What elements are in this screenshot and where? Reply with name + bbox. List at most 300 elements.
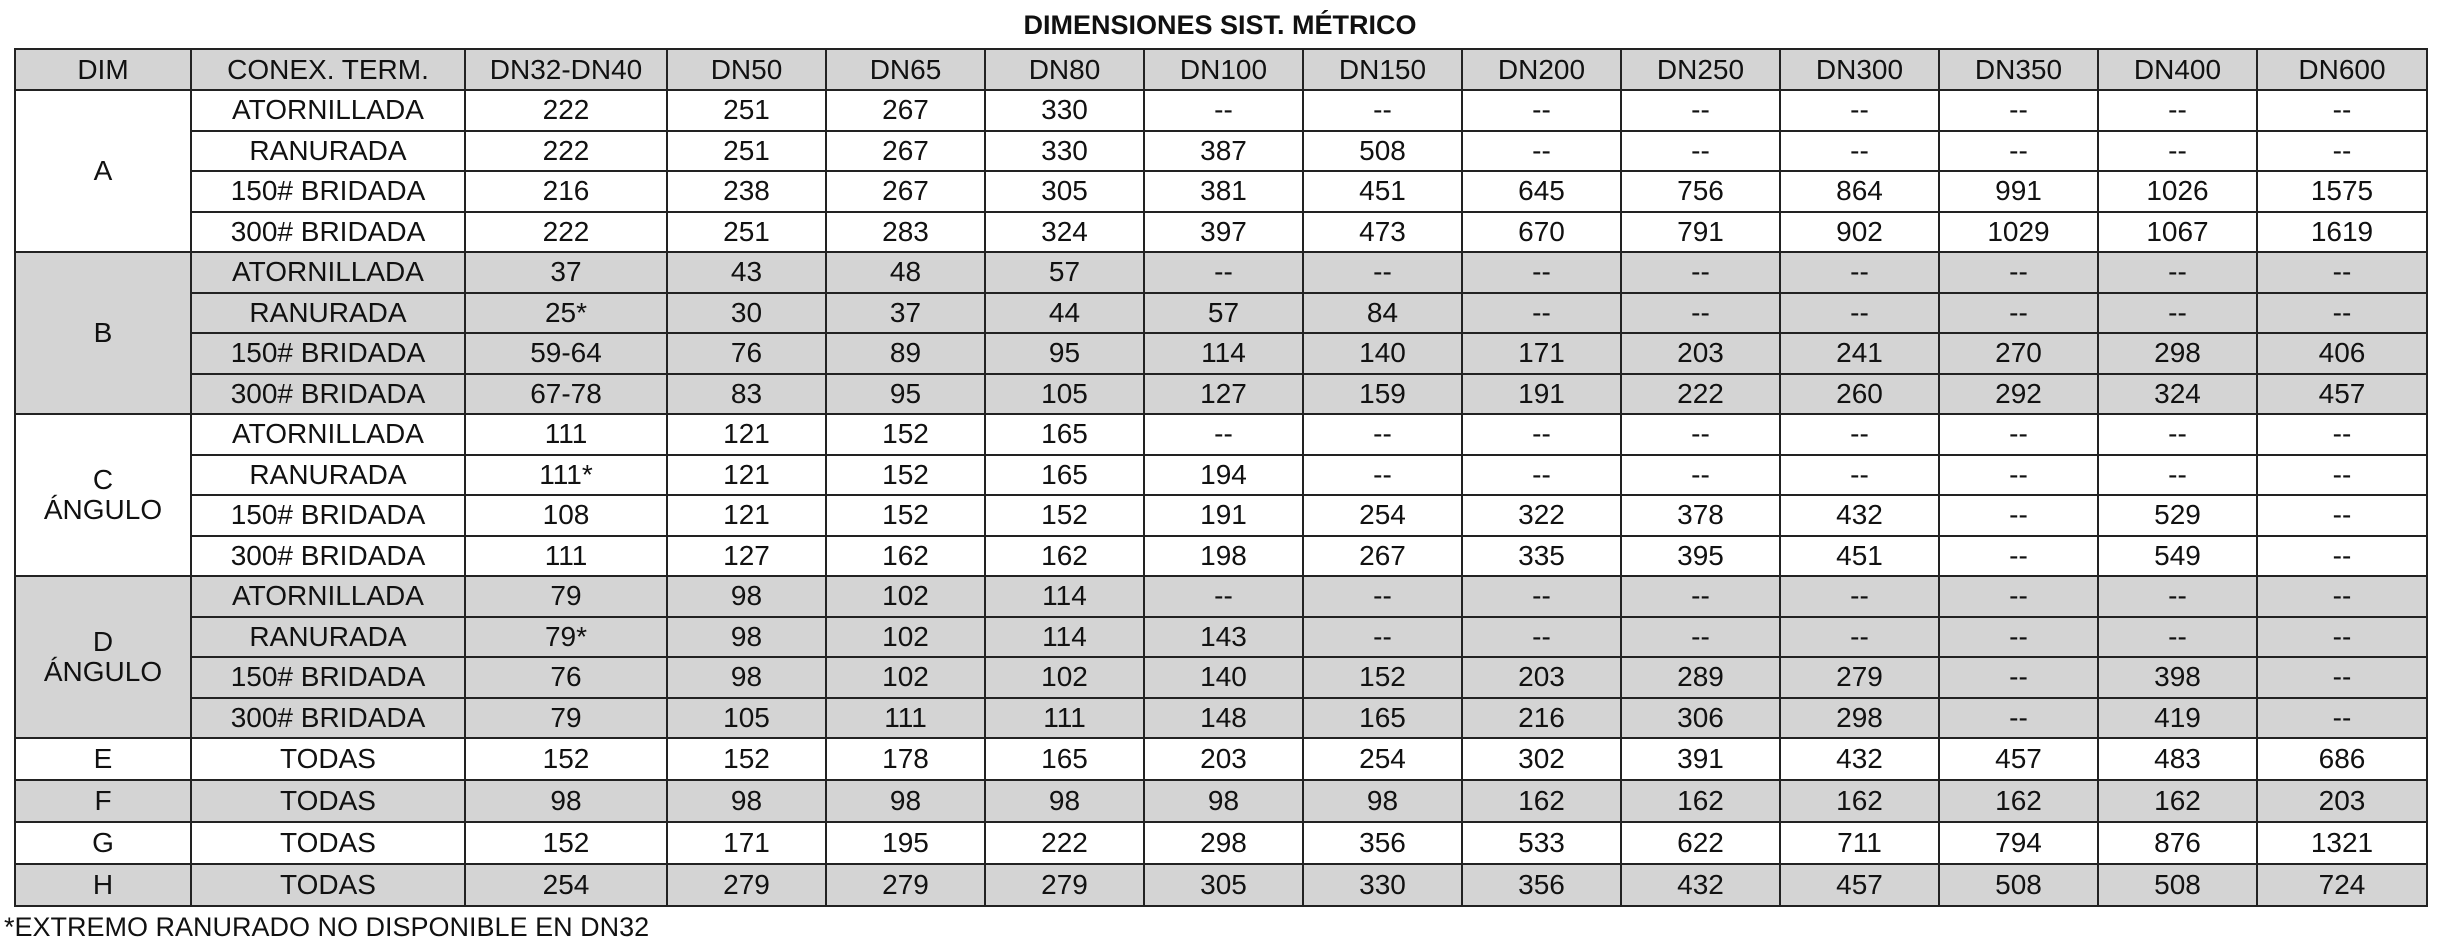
value-cell: 152 bbox=[667, 738, 826, 780]
value-cell: 902 bbox=[1780, 212, 1939, 253]
value-cell: 298 bbox=[1144, 822, 1303, 864]
value-cell: -- bbox=[1780, 617, 1939, 658]
value-cell: 165 bbox=[985, 455, 1144, 496]
value-cell: 195 bbox=[826, 822, 985, 864]
value-cell: 451 bbox=[1780, 536, 1939, 577]
value-cell: 165 bbox=[985, 414, 1144, 455]
value-cell: -- bbox=[2257, 414, 2427, 455]
value-cell: 756 bbox=[1621, 171, 1780, 212]
table-row bbox=[15, 333, 2427, 374]
column-header: DN400 bbox=[2098, 49, 2257, 90]
value-cell: 98 bbox=[667, 576, 826, 617]
value-cell: -- bbox=[1621, 131, 1780, 172]
value-cell: 254 bbox=[1303, 495, 1462, 536]
table-row bbox=[15, 374, 2427, 415]
column-header: DN80 bbox=[985, 49, 1144, 90]
table-row bbox=[15, 698, 2427, 739]
table-row bbox=[15, 617, 2427, 658]
dim-label: A bbox=[93, 155, 113, 186]
value-cell: 324 bbox=[985, 212, 1144, 253]
table-row bbox=[15, 455, 2427, 496]
value-cell: 222 bbox=[1621, 374, 1780, 415]
value-cell: 508 bbox=[2098, 864, 2257, 906]
value-cell: -- bbox=[2257, 455, 2427, 496]
value-cell: 222 bbox=[465, 212, 667, 253]
value-cell: 114 bbox=[985, 576, 1144, 617]
value-cell: 67-78 bbox=[465, 374, 667, 415]
table-row bbox=[15, 536, 2427, 577]
value-cell: -- bbox=[2098, 90, 2257, 131]
value-cell: 298 bbox=[1780, 698, 1939, 739]
value-cell: 44 bbox=[985, 293, 1144, 334]
value-cell: 102 bbox=[826, 576, 985, 617]
value-cell: 1067 bbox=[2098, 212, 2257, 253]
connection-cell: RANURADA bbox=[191, 455, 465, 496]
footnote: *EXTREMO RANURADO NO DISPONIBLE EN DN32 bbox=[4, 912, 650, 942]
value-cell: 398 bbox=[2098, 657, 2257, 698]
dim-label: B bbox=[93, 317, 113, 348]
value-cell: -- bbox=[2257, 576, 2427, 617]
value-cell: 791 bbox=[1621, 212, 1780, 253]
value-cell: 670 bbox=[1462, 212, 1621, 253]
dimensions-table bbox=[14, 48, 2428, 907]
value-cell: 76 bbox=[667, 333, 826, 374]
table-row bbox=[15, 495, 2427, 536]
value-cell: 79 bbox=[465, 576, 667, 617]
value-cell: 98 bbox=[667, 657, 826, 698]
value-cell: 864 bbox=[1780, 171, 1939, 212]
value-cell: 279 bbox=[1780, 657, 1939, 698]
table-row bbox=[15, 414, 2427, 455]
value-cell: 330 bbox=[985, 131, 1144, 172]
value-cell: -- bbox=[1303, 414, 1462, 455]
value-cell: -- bbox=[2257, 698, 2427, 739]
value-cell: -- bbox=[1303, 576, 1462, 617]
column-header: CONEX. TERM. bbox=[191, 49, 465, 90]
value-cell: -- bbox=[2257, 617, 2427, 658]
value-cell: -- bbox=[1780, 293, 1939, 334]
value-cell: 121 bbox=[667, 455, 826, 496]
value-cell: 108 bbox=[465, 495, 667, 536]
value-cell: 279 bbox=[667, 864, 826, 906]
value-cell: 306 bbox=[1621, 698, 1780, 739]
value-cell: 645 bbox=[1462, 171, 1621, 212]
value-cell: 178 bbox=[826, 738, 985, 780]
value-cell: 95 bbox=[985, 333, 1144, 374]
value-cell: 533 bbox=[1462, 822, 1621, 864]
value-cell: 419 bbox=[2098, 698, 2257, 739]
connection-cell: TODAS bbox=[191, 822, 465, 864]
value-cell: 203 bbox=[1462, 657, 1621, 698]
value-cell: 203 bbox=[2257, 780, 2427, 822]
value-cell: -- bbox=[2257, 90, 2427, 131]
value-cell: 279 bbox=[826, 864, 985, 906]
value-cell: -- bbox=[1780, 131, 1939, 172]
table-row bbox=[15, 738, 2427, 780]
value-cell: 289 bbox=[1621, 657, 1780, 698]
value-cell: 451 bbox=[1303, 171, 1462, 212]
value-cell: -- bbox=[1780, 414, 1939, 455]
value-cell: -- bbox=[2098, 131, 2257, 172]
dim-cell bbox=[15, 780, 191, 822]
connection-cell: ATORNILLADA bbox=[191, 90, 465, 131]
value-cell: -- bbox=[1303, 90, 1462, 131]
column-header: DN65 bbox=[826, 49, 985, 90]
value-cell: -- bbox=[1621, 414, 1780, 455]
value-cell: -- bbox=[2257, 657, 2427, 698]
value-cell: -- bbox=[2098, 576, 2257, 617]
connection-cell: 300# BRIDADA bbox=[191, 698, 465, 739]
value-cell: 686 bbox=[2257, 738, 2427, 780]
value-cell: 216 bbox=[465, 171, 667, 212]
value-cell: 378 bbox=[1621, 495, 1780, 536]
value-cell: 381 bbox=[1144, 171, 1303, 212]
value-cell: -- bbox=[1939, 657, 2098, 698]
value-cell: 152 bbox=[465, 822, 667, 864]
connection-cell: 150# BRIDADA bbox=[191, 171, 465, 212]
value-cell: 79 bbox=[465, 698, 667, 739]
value-cell: 140 bbox=[1303, 333, 1462, 374]
value-cell: 98 bbox=[1144, 780, 1303, 822]
value-cell: 270 bbox=[1939, 333, 2098, 374]
value-cell: -- bbox=[2257, 131, 2427, 172]
column-header: DN600 bbox=[2257, 49, 2427, 90]
value-cell: 794 bbox=[1939, 822, 2098, 864]
value-cell: -- bbox=[1939, 576, 2098, 617]
value-cell: -- bbox=[2257, 293, 2427, 334]
value-cell: -- bbox=[1780, 455, 1939, 496]
value-cell: -- bbox=[1462, 617, 1621, 658]
value-cell: 1321 bbox=[2257, 822, 2427, 864]
column-header: DIM bbox=[15, 49, 191, 90]
value-cell: 238 bbox=[667, 171, 826, 212]
value-cell: 724 bbox=[2257, 864, 2427, 906]
dim-label: F bbox=[94, 785, 112, 816]
value-cell: -- bbox=[1144, 252, 1303, 293]
value-cell: -- bbox=[2257, 252, 2427, 293]
value-cell: 121 bbox=[667, 414, 826, 455]
value-cell: 98 bbox=[985, 780, 1144, 822]
value-cell: 98 bbox=[465, 780, 667, 822]
value-cell: 152 bbox=[826, 495, 985, 536]
value-cell: 432 bbox=[1621, 864, 1780, 906]
value-cell: 251 bbox=[667, 212, 826, 253]
value-cell: 79* bbox=[465, 617, 667, 658]
dim-cell bbox=[15, 864, 191, 906]
value-cell: 991 bbox=[1939, 171, 2098, 212]
value-cell: 111 bbox=[465, 536, 667, 577]
value-cell: 83 bbox=[667, 374, 826, 415]
value-cell: -- bbox=[2098, 455, 2257, 496]
table-header bbox=[15, 49, 2427, 90]
value-cell: 140 bbox=[1144, 657, 1303, 698]
dim-label: G bbox=[92, 827, 114, 858]
value-cell: 432 bbox=[1780, 738, 1939, 780]
value-cell: 267 bbox=[1303, 536, 1462, 577]
dim-label: H bbox=[92, 869, 114, 900]
table-row bbox=[15, 864, 2427, 906]
value-cell: -- bbox=[2257, 536, 2427, 577]
value-cell: 622 bbox=[1621, 822, 1780, 864]
value-cell: -- bbox=[1939, 495, 2098, 536]
value-cell: -- bbox=[1780, 576, 1939, 617]
value-cell: 102 bbox=[826, 657, 985, 698]
value-cell: 457 bbox=[1939, 738, 2098, 780]
value-cell: -- bbox=[1621, 252, 1780, 293]
column-header: DN100 bbox=[1144, 49, 1303, 90]
column-header: DN50 bbox=[667, 49, 826, 90]
value-cell: -- bbox=[1939, 414, 2098, 455]
value-cell: 1026 bbox=[2098, 171, 2257, 212]
value-cell: 251 bbox=[667, 131, 826, 172]
value-cell: 356 bbox=[1303, 822, 1462, 864]
connection-cell: 300# BRIDADA bbox=[191, 212, 465, 253]
value-cell: 114 bbox=[985, 617, 1144, 658]
column-header: DN250 bbox=[1621, 49, 1780, 90]
value-cell: -- bbox=[1303, 252, 1462, 293]
value-cell: 105 bbox=[985, 374, 1144, 415]
connection-cell: TODAS bbox=[191, 738, 465, 780]
value-cell: -- bbox=[1939, 293, 2098, 334]
value-cell: 95 bbox=[826, 374, 985, 415]
value-cell: -- bbox=[1303, 455, 1462, 496]
value-cell: -- bbox=[1144, 414, 1303, 455]
value-cell: 251 bbox=[667, 90, 826, 131]
value-cell: -- bbox=[1621, 617, 1780, 658]
value-cell: 162 bbox=[826, 536, 985, 577]
value-cell: 292 bbox=[1939, 374, 2098, 415]
value-cell: 395 bbox=[1621, 536, 1780, 577]
value-cell: 302 bbox=[1462, 738, 1621, 780]
value-cell: 152 bbox=[1303, 657, 1462, 698]
dim-label: E bbox=[93, 743, 113, 774]
value-cell: 30 bbox=[667, 293, 826, 334]
value-cell: -- bbox=[2098, 293, 2257, 334]
value-cell: -- bbox=[1462, 455, 1621, 496]
value-cell: -- bbox=[1939, 536, 2098, 577]
value-cell: 162 bbox=[1462, 780, 1621, 822]
dim-cell bbox=[15, 738, 191, 780]
connection-cell: ATORNILLADA bbox=[191, 252, 465, 293]
value-cell: -- bbox=[1939, 131, 2098, 172]
value-cell: 111 bbox=[985, 698, 1144, 739]
value-cell: -- bbox=[1939, 90, 2098, 131]
value-cell: 171 bbox=[1462, 333, 1621, 374]
value-cell: 305 bbox=[985, 171, 1144, 212]
column-header: DN300 bbox=[1780, 49, 1939, 90]
value-cell: 152 bbox=[985, 495, 1144, 536]
dim-label: D bbox=[92, 626, 114, 657]
dim-label: ÁNGULO bbox=[43, 494, 163, 525]
value-cell: 356 bbox=[1462, 864, 1621, 906]
value-cell: 483 bbox=[2098, 738, 2257, 780]
dim-cell bbox=[15, 252, 191, 414]
value-cell: -- bbox=[2098, 414, 2257, 455]
value-cell: 198 bbox=[1144, 536, 1303, 577]
value-cell: 162 bbox=[1780, 780, 1939, 822]
value-cell: 391 bbox=[1621, 738, 1780, 780]
value-cell: 102 bbox=[985, 657, 1144, 698]
value-cell: -- bbox=[2098, 252, 2257, 293]
value-cell: 1619 bbox=[2257, 212, 2427, 253]
connection-cell: ATORNILLADA bbox=[191, 576, 465, 617]
value-cell: -- bbox=[1462, 131, 1621, 172]
value-cell: 283 bbox=[826, 212, 985, 253]
connection-cell: 150# BRIDADA bbox=[191, 333, 465, 374]
value-cell: -- bbox=[1780, 90, 1939, 131]
value-cell: -- bbox=[2257, 495, 2427, 536]
value-cell: 387 bbox=[1144, 131, 1303, 172]
value-cell: 711 bbox=[1780, 822, 1939, 864]
connection-cell: TODAS bbox=[191, 780, 465, 822]
value-cell: 298 bbox=[2098, 333, 2257, 374]
value-cell: 159 bbox=[1303, 374, 1462, 415]
value-cell: 508 bbox=[1303, 131, 1462, 172]
dim-label: ÁNGULO bbox=[43, 656, 163, 687]
connection-cell: 150# BRIDADA bbox=[191, 657, 465, 698]
value-cell: 191 bbox=[1462, 374, 1621, 415]
value-cell: 165 bbox=[985, 738, 1144, 780]
value-cell: -- bbox=[1939, 617, 2098, 658]
value-cell: 335 bbox=[1462, 536, 1621, 577]
value-cell: 194 bbox=[1144, 455, 1303, 496]
value-cell: 222 bbox=[465, 90, 667, 131]
value-cell: 305 bbox=[1144, 864, 1303, 906]
table-row bbox=[15, 576, 2427, 617]
value-cell: 102 bbox=[826, 617, 985, 658]
value-cell: 48 bbox=[826, 252, 985, 293]
dim-label: C bbox=[92, 464, 114, 495]
connection-cell: ATORNILLADA bbox=[191, 414, 465, 455]
value-cell: 111 bbox=[826, 698, 985, 739]
value-cell: 98 bbox=[1303, 780, 1462, 822]
table-row bbox=[15, 212, 2427, 253]
value-cell: -- bbox=[1144, 576, 1303, 617]
value-cell: 162 bbox=[985, 536, 1144, 577]
value-cell: -- bbox=[1621, 576, 1780, 617]
value-cell: 84 bbox=[1303, 293, 1462, 334]
value-cell: 152 bbox=[465, 738, 667, 780]
value-cell: -- bbox=[1939, 252, 2098, 293]
value-cell: -- bbox=[1939, 455, 2098, 496]
value-cell: -- bbox=[1462, 576, 1621, 617]
value-cell: 260 bbox=[1780, 374, 1939, 415]
connection-cell: RANURADA bbox=[191, 617, 465, 658]
value-cell: 98 bbox=[667, 780, 826, 822]
value-cell: 127 bbox=[667, 536, 826, 577]
value-cell: -- bbox=[1621, 293, 1780, 334]
value-cell: 267 bbox=[826, 131, 985, 172]
value-cell: 432 bbox=[1780, 495, 1939, 536]
connection-cell: RANURADA bbox=[191, 131, 465, 172]
value-cell: 406 bbox=[2257, 333, 2427, 374]
value-cell: 529 bbox=[2098, 495, 2257, 536]
value-cell: 457 bbox=[1780, 864, 1939, 906]
value-cell: 43 bbox=[667, 252, 826, 293]
value-cell: 254 bbox=[1303, 738, 1462, 780]
value-cell: 222 bbox=[985, 822, 1144, 864]
value-cell: 127 bbox=[1144, 374, 1303, 415]
value-cell: -- bbox=[1939, 698, 2098, 739]
value-cell: -- bbox=[1621, 90, 1780, 131]
value-cell: 57 bbox=[985, 252, 1144, 293]
value-cell: -- bbox=[1621, 455, 1780, 496]
value-cell: -- bbox=[1462, 90, 1621, 131]
connection-cell: 300# BRIDADA bbox=[191, 536, 465, 577]
value-cell: -- bbox=[1303, 617, 1462, 658]
value-cell: 203 bbox=[1144, 738, 1303, 780]
value-cell: 152 bbox=[826, 414, 985, 455]
value-cell: 37 bbox=[826, 293, 985, 334]
value-cell: 98 bbox=[826, 780, 985, 822]
value-cell: 279 bbox=[985, 864, 1144, 906]
table-body bbox=[15, 90, 2427, 906]
table-row bbox=[15, 822, 2427, 864]
value-cell: 111* bbox=[465, 455, 667, 496]
dim-cell bbox=[15, 576, 191, 738]
dim-cell bbox=[15, 90, 191, 252]
column-header: DN350 bbox=[1939, 49, 2098, 90]
table-row bbox=[15, 657, 2427, 698]
connection-cell: RANURADA bbox=[191, 293, 465, 334]
value-cell: 241 bbox=[1780, 333, 1939, 374]
table-row bbox=[15, 293, 2427, 334]
table-row bbox=[15, 252, 2427, 293]
value-cell: -- bbox=[1144, 90, 1303, 131]
value-cell: 111 bbox=[465, 414, 667, 455]
dim-cell bbox=[15, 414, 191, 576]
value-cell: 330 bbox=[1303, 864, 1462, 906]
connection-cell: TODAS bbox=[191, 864, 465, 906]
value-cell: 76 bbox=[465, 657, 667, 698]
value-cell: 25* bbox=[465, 293, 667, 334]
value-cell: 254 bbox=[465, 864, 667, 906]
value-cell: 171 bbox=[667, 822, 826, 864]
value-cell: 89 bbox=[826, 333, 985, 374]
value-cell: 162 bbox=[2098, 780, 2257, 822]
value-cell: 876 bbox=[2098, 822, 2257, 864]
value-cell: 322 bbox=[1462, 495, 1621, 536]
value-cell: 162 bbox=[1939, 780, 2098, 822]
value-cell: 203 bbox=[1621, 333, 1780, 374]
table-row bbox=[15, 131, 2427, 172]
value-cell: 267 bbox=[826, 171, 985, 212]
value-cell: 57 bbox=[1144, 293, 1303, 334]
value-cell: 1575 bbox=[2257, 171, 2427, 212]
value-cell: -- bbox=[1462, 414, 1621, 455]
value-cell: 152 bbox=[826, 455, 985, 496]
value-cell: 1029 bbox=[1939, 212, 2098, 253]
value-cell: 324 bbox=[2098, 374, 2257, 415]
table-row bbox=[15, 171, 2427, 212]
value-cell: 148 bbox=[1144, 698, 1303, 739]
table-title: DIMENSIONES SIST. MÉTRICO bbox=[1023, 10, 1417, 40]
value-cell: 267 bbox=[826, 90, 985, 131]
value-cell: 508 bbox=[1939, 864, 2098, 906]
value-cell: 37 bbox=[465, 252, 667, 293]
value-cell: -- bbox=[1462, 293, 1621, 334]
value-cell: 397 bbox=[1144, 212, 1303, 253]
column-header: DN32-DN40 bbox=[465, 49, 667, 90]
table-row bbox=[15, 90, 2427, 131]
value-cell: 98 bbox=[667, 617, 826, 658]
value-cell: 165 bbox=[1303, 698, 1462, 739]
value-cell: -- bbox=[2098, 617, 2257, 658]
value-cell: -- bbox=[1780, 252, 1939, 293]
table-row bbox=[15, 780, 2427, 822]
connection-cell: 150# BRIDADA bbox=[191, 495, 465, 536]
value-cell: -- bbox=[1462, 252, 1621, 293]
